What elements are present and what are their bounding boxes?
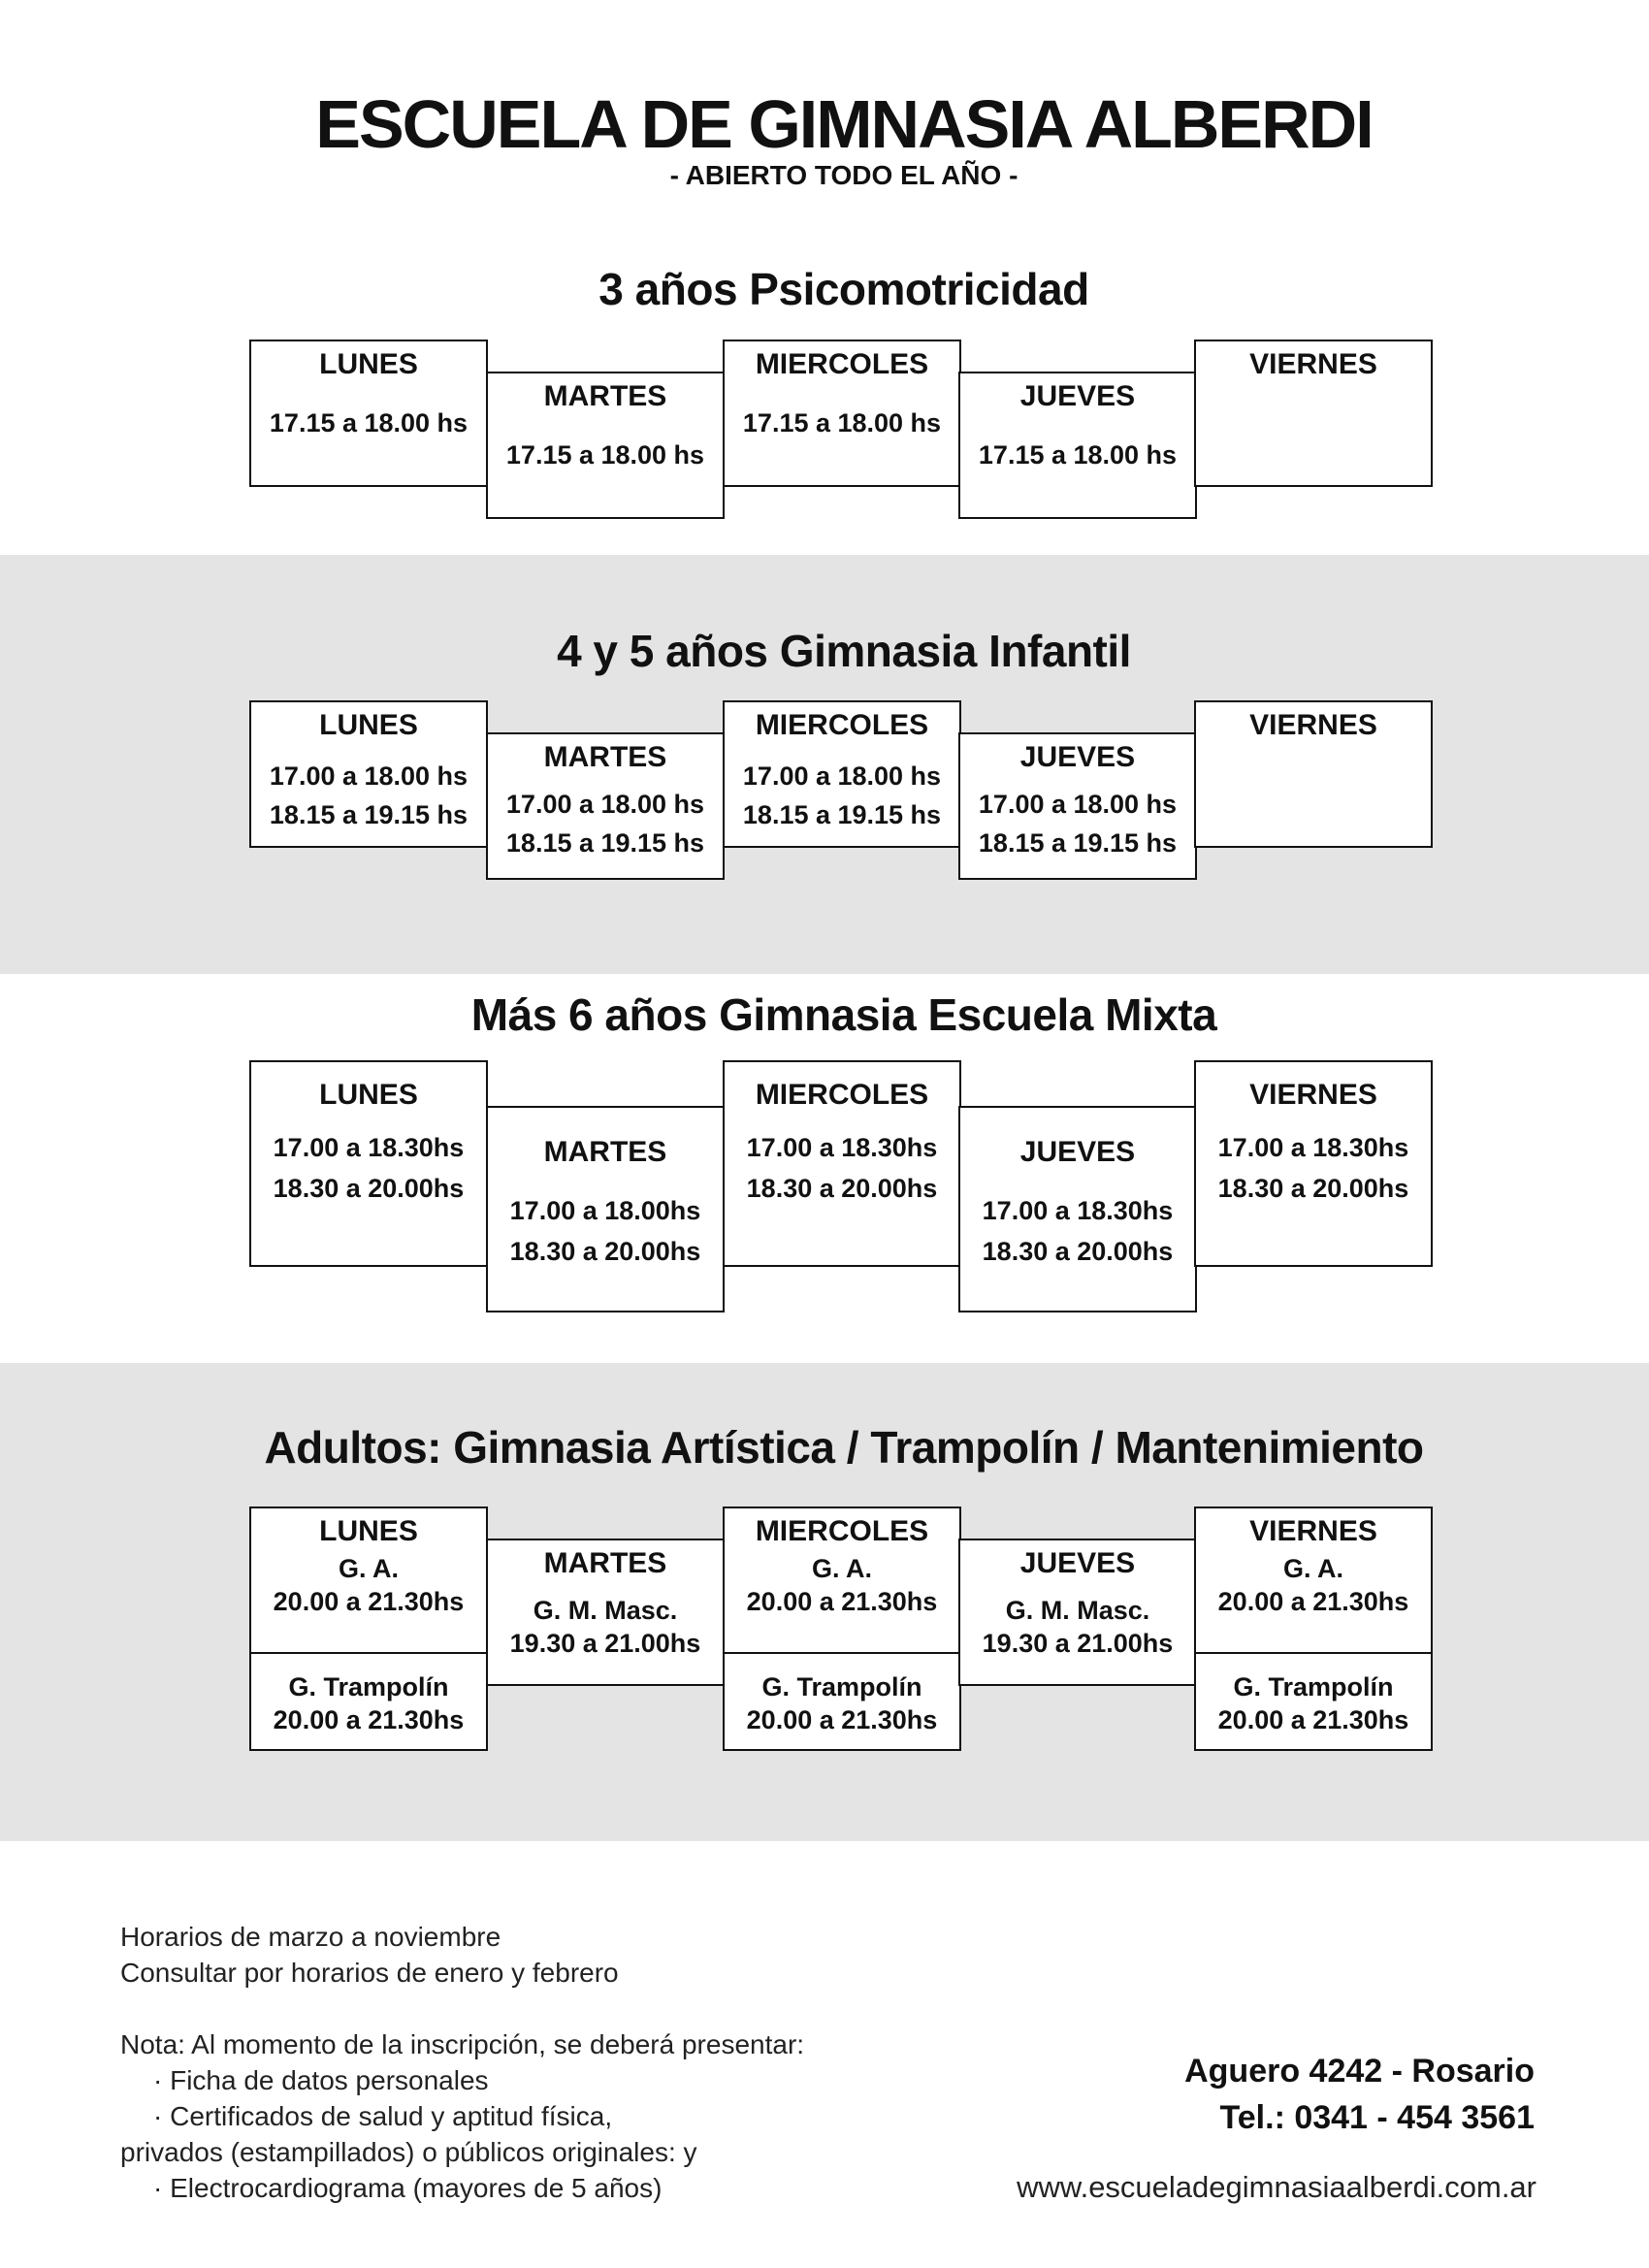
day-label: VIERNES bbox=[1249, 709, 1377, 741]
schedule-box-martes bbox=[486, 1539, 725, 1686]
schedule-box-jueves bbox=[958, 732, 1197, 880]
website-link[interactable]: www.escueladegimnasiaalberdi.com.ar bbox=[1017, 2170, 1536, 2204]
day-label: MIERCOLES bbox=[755, 1515, 929, 1547]
day-label: MARTES bbox=[543, 1547, 667, 1579]
day-label: LUNES bbox=[319, 348, 418, 380]
section-title-3-anos: 3 años Psicomotricidad bbox=[598, 264, 1089, 314]
day-label: LUNES bbox=[319, 709, 418, 741]
time-slot: 20.00 a 21.30hs bbox=[273, 1705, 465, 1734]
schedule-box-jueves bbox=[958, 372, 1197, 519]
schedule-box-lunes bbox=[249, 340, 488, 487]
day-label: VIERNES bbox=[1249, 348, 1377, 380]
time-slot: 17.00 a 18.30hs bbox=[746, 1133, 938, 1162]
section-title-4-5-anos: 4 y 5 años Gimnasia Infantil bbox=[557, 626, 1131, 676]
time-slot: 19.30 a 21.00hs bbox=[509, 1629, 701, 1658]
time-slot: 17.15 a 18.00 hs bbox=[978, 440, 1178, 470]
time-slot: 17.15 a 18.00 hs bbox=[742, 408, 942, 437]
day-label: JUEVES bbox=[1019, 741, 1136, 773]
day-label: MIERCOLES bbox=[755, 348, 929, 380]
day-label: MARTES bbox=[543, 1136, 667, 1168]
notes-requirements-heading: Nota: Al momento de la inscripción, se deberá presentar: bbox=[120, 2029, 805, 2059]
schedule-box-jueves bbox=[958, 1539, 1197, 1686]
time-slot: 18.15 a 19.15 hs bbox=[978, 828, 1178, 858]
schedule-box-lunes bbox=[249, 1507, 488, 1751]
schedule-box-martes bbox=[486, 372, 725, 519]
time-slot: 18.30 a 20.00hs bbox=[1217, 1174, 1409, 1203]
time-slot: 17.00 a 18.30hs bbox=[1217, 1133, 1409, 1162]
time-slot: 17.00 a 18.30hs bbox=[982, 1196, 1174, 1225]
time-slot: 20.00 a 21.30hs bbox=[746, 1705, 938, 1734]
class-name: G. Trampolín bbox=[1233, 1672, 1394, 1701]
time-slot: 17.00 a 18.00 hs bbox=[505, 790, 705, 819]
time-slot: 18.15 a 19.15 hs bbox=[742, 800, 942, 829]
section-title-mas-6-anos: Más 6 años Gimnasia Escuela Mixta bbox=[470, 989, 1217, 1040]
notes-item-continuation: privados (estampillados) o públicos originales: y bbox=[120, 2137, 697, 2167]
day-label: JUEVES bbox=[1019, 1547, 1136, 1579]
section-title-adultos: Adultos: Gimnasia Artística / Trampolín / Mantenimiento bbox=[264, 1422, 1424, 1473]
schedule-box-viernes bbox=[1194, 700, 1433, 848]
schedule-box-miercoles bbox=[723, 340, 961, 487]
contact-address: Aguero 4242 - Rosario bbox=[1184, 2053, 1535, 2090]
notes-consult: Consultar por horarios de enero y febrero bbox=[120, 1958, 619, 1988]
day-label: LUNES bbox=[319, 1515, 418, 1547]
day-label: MIERCOLES bbox=[755, 1079, 929, 1111]
class-name: G. M. Masc. bbox=[533, 1596, 678, 1625]
time-slot: 17.00 a 18.00hs bbox=[509, 1196, 701, 1225]
schedule-box-miercoles bbox=[723, 700, 961, 848]
time-slot: 17.00 a 18.00 hs bbox=[978, 790, 1178, 819]
time-slot: 18.15 a 19.15 hs bbox=[505, 828, 705, 858]
day-label: VIERNES bbox=[1249, 1079, 1377, 1111]
time-slot: 18.30 a 20.00hs bbox=[982, 1237, 1174, 1266]
schedule-box-martes bbox=[486, 732, 725, 880]
divider bbox=[251, 1652, 486, 1654]
day-label: MIERCOLES bbox=[755, 709, 929, 741]
schedule-box-miercoles bbox=[723, 1507, 961, 1751]
time-slot: 17.15 a 18.00 hs bbox=[505, 440, 705, 470]
time-slot: 17.00 a 18.00 hs bbox=[742, 761, 942, 791]
class-name: G. A. bbox=[338, 1554, 399, 1583]
day-label: LUNES bbox=[319, 1079, 418, 1111]
page-title: ESCUELA DE GIMNASIA ALBERDI bbox=[315, 86, 1373, 162]
schedule-box-jueves bbox=[958, 1106, 1197, 1312]
schedule-box-miercoles bbox=[723, 1060, 961, 1267]
day-label: MARTES bbox=[543, 380, 667, 412]
class-name: G. Trampolín bbox=[288, 1672, 449, 1701]
time-slot: 18.30 a 20.00hs bbox=[746, 1174, 938, 1203]
schedule-box-viernes bbox=[1194, 340, 1433, 487]
time-slot: 17.15 a 18.00 hs bbox=[269, 408, 469, 437]
time-slot: 18.30 a 20.00hs bbox=[509, 1237, 701, 1266]
schedule-box-lunes bbox=[249, 1060, 488, 1267]
notes-item: · Ficha de datos personales bbox=[153, 2065, 489, 2095]
time-slot: 18.30 a 20.00hs bbox=[273, 1174, 465, 1203]
footer-notes bbox=[120, 1919, 804, 2206]
schedule-box-viernes bbox=[1194, 1060, 1433, 1267]
day-label: JUEVES bbox=[1019, 1136, 1136, 1168]
class-name: G. Trampolín bbox=[761, 1672, 922, 1701]
day-label: MARTES bbox=[543, 741, 667, 773]
page-subtitle: - ABIERTO TODO EL AÑO - bbox=[669, 160, 1018, 190]
schedule-box-lunes bbox=[249, 700, 488, 848]
notes-item: · Certificados de salud y aptitud física, bbox=[153, 2101, 613, 2131]
time-slot: 17.00 a 18.30hs bbox=[273, 1133, 465, 1162]
notes-schedule-period: Horarios de marzo a noviembre bbox=[120, 1922, 501, 1952]
time-slot: 20.00 a 21.30hs bbox=[1217, 1705, 1409, 1734]
time-slot: 17.00 a 18.00 hs bbox=[269, 761, 469, 791]
time-slot: 20.00 a 21.30hs bbox=[1217, 1587, 1409, 1616]
time-slot: 18.15 a 19.15 hs bbox=[269, 800, 469, 829]
time-slot: 20.00 a 21.30hs bbox=[273, 1587, 465, 1616]
class-name: G. A. bbox=[1282, 1554, 1343, 1583]
divider bbox=[1196, 1652, 1431, 1654]
schedule-box-viernes bbox=[1194, 1507, 1433, 1751]
day-label: JUEVES bbox=[1019, 380, 1136, 412]
class-name: G. A. bbox=[811, 1554, 872, 1583]
schedule-box-martes bbox=[486, 1106, 725, 1312]
contact-phone: Tel.: 0341 - 454 3561 bbox=[1219, 2099, 1535, 2136]
class-name: G. M. Masc. bbox=[1005, 1596, 1150, 1625]
notes-item: · Electrocardiograma (mayores de 5 años) bbox=[153, 2173, 663, 2203]
time-slot: 20.00 a 21.30hs bbox=[746, 1587, 938, 1616]
day-label: VIERNES bbox=[1249, 1515, 1377, 1547]
time-slot: 19.30 a 21.00hs bbox=[982, 1629, 1174, 1658]
divider bbox=[725, 1652, 959, 1654]
